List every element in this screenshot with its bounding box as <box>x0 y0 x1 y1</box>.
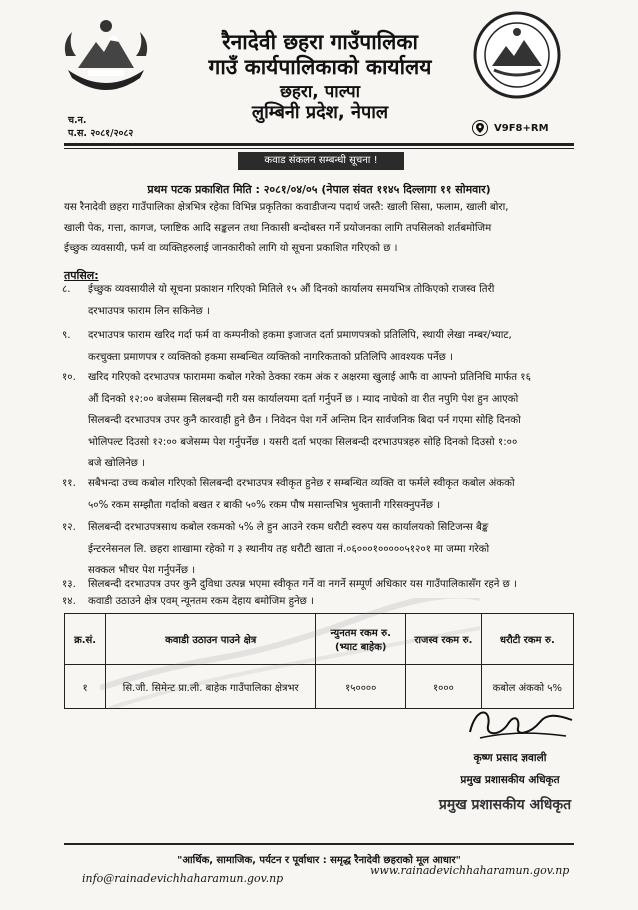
signatory-name: कृष्ण प्रसाद ज्ञवाली <box>473 752 547 764</box>
table-cell: १००० <box>406 665 481 709</box>
item-line: औं दिनको १२:०० बजेसम्म सिलबन्दी गरी यस कार्यालयमा दर्ता गर्नुपर्ने छ । म्याद नाघेको वा रीत नपुगि पेश हुन आएको <box>88 393 519 405</box>
intro-line: खाली पेक, गत्ता, कागज, प्लाष्टिक आदि सङ्कलन तथा निकासी बन्दोबस्त गर्ने प्रयोजनका लागि तपसिलको शर्तबमोजिम <box>64 222 492 234</box>
office-address: छहरा, पाल्पा <box>279 82 361 102</box>
table-header: धरौटी रकम रु. <box>481 614 573 665</box>
item-line: सक्कल भौचर पेश गर्नुपर्नेछ । <box>88 565 196 576</box>
item-line: दरभाउपत्र फाराम खरिद गर्दा फर्म वा कम्पनीको हकमा इजाजत दर्ता प्रमाणपत्रको प्रतिलिपि, स्थायी लेखा नम्बर/भ्याट, <box>88 330 512 341</box>
item-number: ८. <box>62 284 71 295</box>
section-heading: तपसिल: <box>64 269 99 282</box>
table-cell: कबोल अंकको ५% <box>481 665 573 709</box>
plus-code <box>472 118 592 138</box>
item-number: १०. <box>62 372 76 383</box>
table-cell: १ <box>65 665 106 709</box>
intro-line: ईच्छुक व्यवसायी, फर्म वा व्यक्तिहरुलाई जानकारीको लागि यो सूचना प्रकाशित गरिएको छ । <box>64 243 398 254</box>
item-number: ९. <box>62 330 71 341</box>
item-number: १३. <box>62 579 76 590</box>
item-line: सबैभन्दा उच्च कबोल गरिएको सिलबन्दी दरभाउपत्र स्वीकृत हुनेछ र सम्बन्धित व्यक्ति वा फर्मले स्वीकृत कबोल अंकको <box>88 478 515 489</box>
item-number: १४. <box>62 596 76 607</box>
table-header: राजस्व रकम रु. <box>406 614 481 665</box>
header-divider <box>64 143 574 146</box>
item-line: करचुक्ता प्रमाणपत्र र व्यक्तिको हकमा सम्बन्धित व्यक्तिको नागरिकताको प्रतिलिपि आवश्यक पर्नेछ । <box>88 351 453 363</box>
table-header: क्र.सं. <box>65 614 106 665</box>
notice-title-banner: कवाड संकलन सम्बन्धी सूचना ! <box>238 152 404 170</box>
collection-area-table <box>64 613 574 709</box>
footer-website-link[interactable]: www.rainadevichhaharamun.gov.np <box>370 864 570 877</box>
item-line: सिलबन्दी दरभाउपत्रसाथ कबोल रकमको ५% ले हुन आउने रकम धरौटी स्वरुप यस कार्यालयको सिटिजन्स बैङ्क <box>88 522 489 533</box>
table-cell: सि.जी. सिमेन्ट प्रा.ली. बाहेक गाउँपालिका क्षेत्रभर <box>106 665 316 709</box>
published-date: प्रथम पटक प्रकाशित मिति : २०८१/०४/०५ (नेपाल संवत ११४५ दिल्लागा ११ सोमवार) <box>147 183 491 196</box>
item-number: ११. <box>62 478 76 489</box>
footer-divider <box>64 843 574 845</box>
header-divider-thin <box>64 148 574 149</box>
table-header: कवाडी उठाउन पाउने क्षेत्र <box>106 614 316 665</box>
dispatch-number: च.न. <box>68 115 87 126</box>
item-number: १२. <box>62 522 76 533</box>
fiscal-year: प.स. २०८१/२०८२ <box>68 128 134 139</box>
signature-icon <box>466 702 576 742</box>
plus-code-text: V9F8+RM <box>494 122 549 134</box>
table-cell: १५०००० <box>316 665 406 709</box>
item-line: ईच्छुक व्यवसायीले यो सूचना प्रकाशन गरिएको मितिले १५ औं दिनको कार्यालय समयभित्र तोकिएको राजस्व तिरी <box>88 284 495 295</box>
item-line: कवाडी उठाउने क्षेत्र एवम् न्यूनतम रकम देहाय बमोजिम हुनेछ । <box>88 596 314 607</box>
signatory-post: प्रमुख प्रशासकीय अधिकृत <box>460 774 560 786</box>
item-line: सिलबन्दी दरभाउपत्र उपर कुनै दुविधा उत्पन्न भएमा स्वीकृत गर्ने वा नगर्ने सम्पूर्ण अधिकार यस गाउँपालिकासँग रहने छ । <box>88 579 517 590</box>
item-line: भोलिपल्ट दिउसो १२:०० बजेसम्म पेश गर्नुपर्नेछ । यसरी दर्ता भएका सिलबन्दी दरभाउपत्रहरु सोहि दिनको दिउसो १:०० <box>88 436 518 448</box>
office-title: गाउँ कार्यपालिकाको कार्यालय <box>208 55 432 79</box>
footer-email-link[interactable]: info@rainadevichhaharamun.gov.np <box>82 872 284 885</box>
item-line: दरभाउपत्र फाराम लिन सकिनेछ । <box>88 305 210 317</box>
item-line: ईन्टरनेसनल लि. छहरा शाखामा रहेको ग ३ स्थानीय तह धरौटी खाता नं.०६०००१०००००५१२०१ मा जम्मा गरेको <box>88 543 490 555</box>
table-header-row <box>65 614 574 665</box>
table-header: न्युनतम रकम रु. (भ्याट बाहेक) <box>316 614 406 665</box>
office-name: रैनादेवी छहरा गाउँपालिका <box>222 30 418 54</box>
intro-line: यस रैनादेवी छहरा गाउँपालिका क्षेत्रभित्र रहेका विभिन्न प्रकृतिका कवाडीजन्य पदार्थ जस्तै: खाली सिसा, फलाम, खाली बोरा, <box>64 202 509 213</box>
item-line: बजे खोलिनेछ । <box>88 458 146 469</box>
intro-paragraph <box>64 198 574 260</box>
item-line: खरिद गरिएको दरभाउपत्र फाराममा कबोल गरेको ठेक्का रकम अंक र अक्षरमा खुलाई आफै वा आफ्नो प्रतिनिधि मार्फत १६ <box>88 372 531 383</box>
footer-slogan: "आर्थिक, सामाजिक, पर्यटन र पूर्वाधार : समृद्ध रैनादेवी छहराको मूल आधार" <box>177 855 461 866</box>
item-line: ५०% रकम सम्झौता गर्दाको बखत र बाकी ५०% रकम पौष मसान्तभित्र भुक्तानी गरिसक्नुपर्नेछ । <box>88 499 441 511</box>
office-province: लुम्बिनी प्रदेश, नेपाल <box>251 102 389 123</box>
item-line: सिलबन्दी दरभाउपत्र उपर कुनै कारवाही हुने छैन । निवेदन पेश गर्ने अन्तिम दिन सार्वजनिक बिदा पर्न गएमा सोहि दिनको <box>88 415 521 426</box>
location-pin-icon <box>472 120 488 136</box>
designation-stamp: प्रमुख प्रशासकीय अधिकृत <box>438 797 572 813</box>
